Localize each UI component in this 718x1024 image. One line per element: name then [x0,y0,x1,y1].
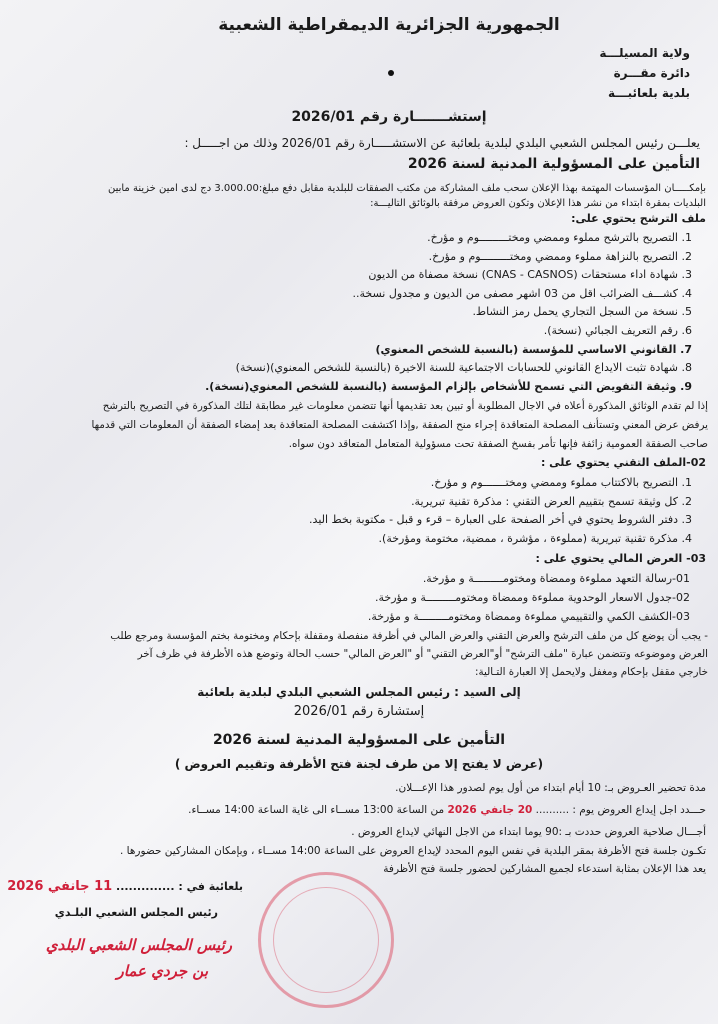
financial-heading: 03- العرض المالي يحتوي على : [535,552,706,565]
financial-item: 01-رسالة التعهد مملوءة وممضاة ومختومـــــــــة و مؤرخة. [422,572,690,585]
place: بلعائبة في : .............. [116,880,243,893]
candidacy-item: 6. رقم التعريف الجبائي (نسخة). [543,324,692,337]
invite: يعد هذا الإعلان بمثابة استدعاء لجميع المشاركين لحضور جلسة فتح الأظرفة [383,863,706,875]
commune: بلدية بلعائبـــة [608,86,690,100]
candidacy-item: 3. شهادة اداء مستحقات (CNAS - CASNOS) نسخة مصفاة من الديون [368,268,692,281]
candidacy-item: 8. شهادة تثبت الايداع القانوني للحسابات الاجتماعية للسنة الاخيرة (بالنسبة للشخص المعنوي)(نسخة) [235,361,692,374]
intro: يعلـــن رئيس المجلس الشعبي البلدي لبلدية بلعائبة عن الاستشـــــارة رقم 2026/01 وذلك من اجـــــل : [184,136,700,150]
signature-name: بن جردي عمار [116,962,208,980]
date-stamp: 11 جانفي 2026 [7,879,113,894]
para1-line: البلديات بمقرة ابتداء من نشر هذا الإعلان وتكون العروض مرفقة بالوثائق التاليـــة: [370,198,706,209]
para3-line: خارجي مقفل بإحكام ومغفل ولايحمل إلا العبارة التـالية: [474,666,708,678]
candidacy-item: 7. القانوني الاساسي للمؤسسة (بالنسبة للشخص المعنوي) [375,343,692,356]
candidacy-item: 5. نسخة من السجل التجاري يحمل رمز النشاط. [472,305,692,318]
deadline-date-stamp: 20 جانفي 2026 [447,804,533,816]
para2-line: إذا لم تقدم الوثائق المذكورة أعلاه في الاجال المطلوبة أو تبين بعد تقديمها أنها تتضمن معلومات غير مطابقة لتلك المذكورة في التصريح بالترشح [102,400,708,412]
candidacy-item: 1. التصريح بالترشح مملوء وممضي ومختـــــــــوم و مؤرخ. [427,231,692,244]
para3-line: العرض وموضوعه وتتضمن عبارة "ملف الترشح" أو"العرض التقني" أو "العرض المالي" حسب الحالة وتوضع هذه الأظرفة في ظرف آخر [137,648,708,660]
ink-dot [388,70,394,76]
para2-line: صاحب الصفقة العمومية زائفة فإنها تأمر بفسخ الصفقة تحت مسؤولية المتعامل المتعاقد دون سواه. [288,438,708,450]
signatory: رئيس المجلس الشعبي البلـدي [54,906,218,919]
validity: أجـــال صلاحية العروض حددت بـ :90 يوما ابتداء من الاجل النهائي لايداع العروض . [351,826,706,838]
opening: تكـون جلسة فتح الأظرفة بمقر البلدية في نفس اليوم المحدد لإيداع العروض على الساعة 14:00 مســاء ، وبإمكان المشاركين حضورها . [119,845,706,857]
candidacy-item: 9. وثيقة التفويض التي تسمح للأشخاص بإلزام المؤسسة (بالنسبة للشخص المعنوي(نسخة). [205,380,692,393]
deadline-hours: من الساعة 13:00 مســاء الى غاية الساعة 14:00 مســاء. [188,804,445,816]
technical-item: 2. كل وثيقة تسمح بتقييم العرض التقني : مذكرة تقنية تبريرية. [411,495,692,508]
consult-title: إستشـــــــارة رقم 2026/01 [291,109,487,125]
deadline-label: حـــدد اجل إيداع العروض يوم : .......... [535,804,706,816]
candidacy-item: 4. كشـــف الضرائب اقل من 03 اشهر مصفى من الديون و مجدول نسخة.. [352,287,692,300]
place-date [7,880,243,894]
technical-item: 4. مذكرة تقنية تبريرية (مملوءة ، مؤشرة ، ممضية، مختومة ومؤرخة). [378,532,692,545]
official-seal-stamp [258,872,394,1008]
candidacy-heading: ملف الترشح يحتوي على: [571,212,706,225]
technical-item: 1. التصريح بالاكتتاب مملوء وممضي ومختـــــــوم و مؤرخ. [430,476,692,489]
financial-item: 03-الكشف الكمي والتقييمي مملوءة وممضاة ومختومـــــــــة و مؤرخة. [367,610,690,623]
para3-line: - يجب أن يوضع كل من ملف الترشح والعرض التقني والعرض المالي في أظرفة منفصلة ومقفلة بإحكام ومختومة بختم المؤسسة ومرجع طلب [110,630,708,642]
para1-line: بإمكـــــان المؤسسات المهتمة بهذا الإعلان سحب ملف المشاركة من مكتب الصفقات للبلدية مقابل دفع مبلغ:3.000.00 دج لدى امين خزينة مابين [107,183,706,194]
technical-heading: 02-الملف التقني يحتوي على : [540,456,706,469]
envelope-consult: إستشارة رقم 2026/01 [293,704,425,719]
republic-header: الجمهورية الجزائرية الديمقراطية الشعبية [218,15,560,35]
subject: التأمين على المسؤولية المدنية لسنة 2026 [407,156,700,172]
wilaya: ولاية المسيلـــة [599,46,690,60]
deadline-line [188,803,706,817]
signature-title: رئيس المجلس الشعبي البلدي [45,936,232,954]
technical-item: 3. دفتر الشروط يحتوي في أخر الصفحة على العبارة – قرء و قبل - مكتوبة بخط اليد. [309,513,692,526]
para2-line: يرفض عرض المعني وتستأنف المصلحة المتعاقدة إجراء منح الصفقة ,وإذا اكتشفت المصلحة المتعاقدة بعد إمضاء الصفقة أن المعلومات التي قدمها [91,419,708,431]
envelope-subject: التأمين على المسؤولية المدنية لسنة 2026 [212,732,506,748]
candidacy-item: 2. التصريح بالنزاهة مملوء وممضي ومختـــــــــوم و مؤرخ. [428,250,692,263]
daira: دائرة مقـــرة [613,66,690,80]
envelope-note: (عرض لا يفتح إلا من طرف لجنة فتح الأظرفة وتقييم العروض ) [174,757,544,771]
prep-period: مدة تحضير العـروض بـ: 10 أيام ابتداء من أول يوم لصدور هذا الإعـــلان. [395,782,706,794]
envelope-to: إلى السيد : رئيس المجلس الشعبي البلدي لبلدية بلعائبة [197,685,521,699]
financial-item: 02-جدول الاسعار الوحدوية مملوءة وممضاة ومختومـــــــــة و مؤرخة. [375,591,690,604]
